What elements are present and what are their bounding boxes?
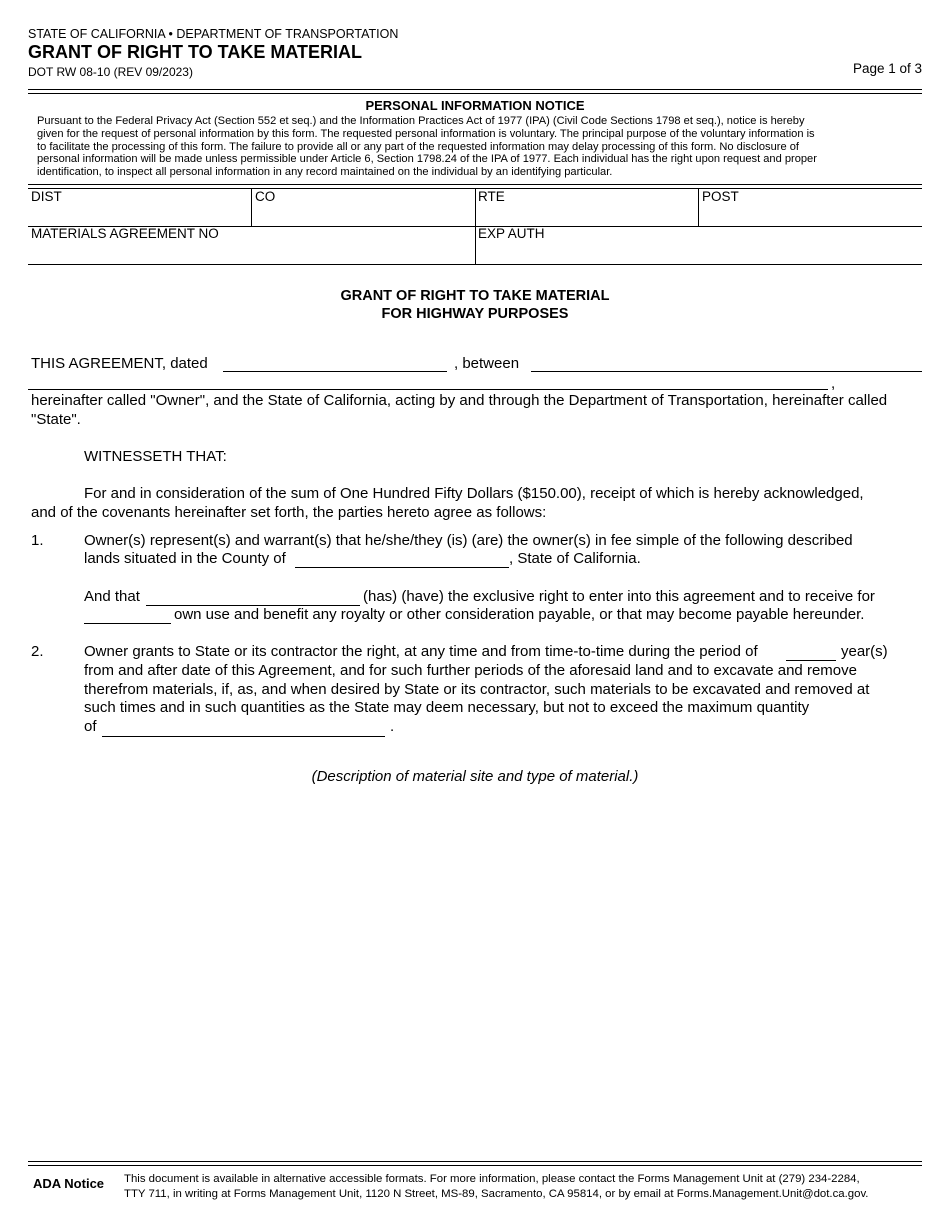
co-label: CO bbox=[255, 189, 276, 204]
and-that-label: And that bbox=[84, 588, 140, 605]
exp-auth-label: EXP AUTH bbox=[478, 226, 545, 241]
dist-label: DIST bbox=[31, 189, 62, 204]
item2-of-label: of bbox=[84, 718, 97, 735]
item2-line1-suffix: year(s) bbox=[841, 643, 888, 660]
materials-agreement-label: MATERIALS AGREEMENT NO bbox=[31, 226, 219, 241]
item2-line3: therefrom materials, if, as, and when desired by State or its contractor, such materials to be excavated and removed at bbox=[84, 681, 870, 698]
section-title-line1: GRANT OF RIGHT TO TAKE MATERIAL bbox=[340, 288, 610, 304]
item2-period: . bbox=[390, 718, 395, 735]
privacy-line: identification, to inspect all personal information in any record maintained on the individual by an identifying particular. bbox=[37, 166, 613, 179]
owner-text-line2: "State". bbox=[31, 411, 81, 428]
item2-line2: from and after date of this Agreement, and for such further periods of the aforesaid land and to excavate and remove bbox=[84, 662, 857, 679]
description-note: (Description of material site and type of material.) bbox=[311, 768, 639, 785]
ada-line: TTY 711, in writing at Forms Management Unit, 1120 N Street, MS-89, Sacramento, CA 95814, or by email at Forms.Management.Unit@dot.ca.gov. bbox=[124, 1188, 869, 1200]
privacy-line: to facilitate the processing of this form. The failure to provide all or any part of the requested information may delay processing of this form. No disclosure of bbox=[37, 140, 799, 153]
county-input[interactable] bbox=[295, 567, 509, 568]
dist-field[interactable] bbox=[28, 186, 251, 226]
ada-notice-text bbox=[124, 1172, 912, 1202]
privacy-line: Pursuant to the Federal Privacy Act (Section 552 et seq.) and the Information Practices Act of 1977 (IPA) (Civil Code Sections 1798 et seq.), notice is hereby bbox=[37, 115, 805, 127]
rte-label: RTE bbox=[478, 189, 505, 204]
item1-number: 1. bbox=[31, 532, 44, 549]
ada-notice-label: ADA Notice bbox=[33, 1176, 105, 1191]
post-label: POST bbox=[702, 189, 739, 204]
page-number: Page 1 of 3 bbox=[852, 61, 922, 76]
item2-line4: such times and in such quantities as the State may deem necessary, but not to exceed the maximum quantity bbox=[84, 699, 810, 716]
ada-line: This document is available in alternative accessible formats. For more information, please contact the Forms Management Unit at (279) 234-2284, bbox=[124, 1173, 860, 1185]
header-rule-bottom bbox=[28, 93, 922, 94]
materials-agreement-field[interactable] bbox=[28, 223, 475, 263]
party-name-input-2[interactable] bbox=[28, 389, 828, 390]
section-title-line2: FOR HIGHWAY PURPOSES bbox=[381, 306, 569, 322]
privacy-line: given for the request of personal information by this form. The requested personal information is voluntary. The principal purpose of the voluntary information is bbox=[37, 127, 815, 140]
privacy-line: personal information will be made unless permissible under Article 6, Section 1798.24 of the IPA of 1977. Each individual has the right upon request and proper bbox=[37, 153, 817, 166]
max-quantity-input[interactable] bbox=[102, 736, 385, 737]
item2-number: 2. bbox=[31, 643, 44, 660]
header-rule-top bbox=[28, 89, 922, 90]
footer-rule-top bbox=[28, 1161, 922, 1162]
privacy-notice-title: PERSONAL INFORMATION NOTICE bbox=[365, 98, 585, 113]
beneficiary-input[interactable] bbox=[84, 623, 171, 624]
between-label: , between bbox=[454, 355, 520, 372]
witnesseth: WITNESSETH THAT: bbox=[84, 448, 227, 465]
fields-rule-1 bbox=[28, 184, 922, 185]
item1-county-suffix: , State of California. bbox=[509, 550, 641, 567]
agreement-dated-label: THIS AGREEMENT, dated bbox=[31, 355, 208, 372]
rte-field[interactable] bbox=[475, 186, 698, 226]
item2-line1-prefix: Owner grants to State or its contractor the right, at any time and from time-to-time during the period of bbox=[84, 643, 758, 660]
has-have-text: (has) (have) the exclusive right to enter into this agreement and to receive for bbox=[363, 588, 875, 605]
privacy-notice-body bbox=[37, 115, 914, 179]
co-field[interactable] bbox=[252, 186, 475, 226]
item1-county-prefix: lands situated in the County of bbox=[84, 550, 286, 567]
consideration-line1: For and in consideration of the sum of One Hundred Fifty Dollars ($150.00), receipt of which is hereby acknowledged, bbox=[84, 485, 864, 502]
owner-text-line1: hereinafter called "Owner", and the State of California, acting by and through the Department of Transportation, hereinafter called bbox=[31, 392, 888, 409]
agency-name: STATE OF CALIFORNIA • DEPARTMENT OF TRANSPORTATION bbox=[28, 27, 399, 41]
footer-rule-bottom bbox=[28, 1165, 922, 1166]
post-field[interactable] bbox=[699, 186, 922, 226]
consideration-line2: and of the covenants hereinafter set forth, the parties hereto agree as follows: bbox=[31, 504, 547, 521]
years-input[interactable] bbox=[786, 660, 836, 661]
item1-line1: Owner(s) represent(s) and warrant(s) that he/she/they (is) (are) the owner(s) in fee simple of the following described bbox=[84, 532, 853, 549]
party-name-input[interactable] bbox=[531, 371, 922, 372]
form-title: GRANT OF RIGHT TO TAKE MATERIAL bbox=[28, 42, 362, 62]
fields-rule-4 bbox=[28, 264, 922, 265]
comma: , bbox=[831, 375, 836, 392]
exp-auth-field[interactable] bbox=[475, 223, 922, 263]
form-number: DOT RW 08-10 (REV 09/2023) bbox=[28, 65, 193, 79]
agreement-date-input[interactable] bbox=[223, 371, 447, 372]
own-use-text: own use and benefit any royalty or other consideration payable, or that may become payable hereunder. bbox=[174, 606, 865, 623]
